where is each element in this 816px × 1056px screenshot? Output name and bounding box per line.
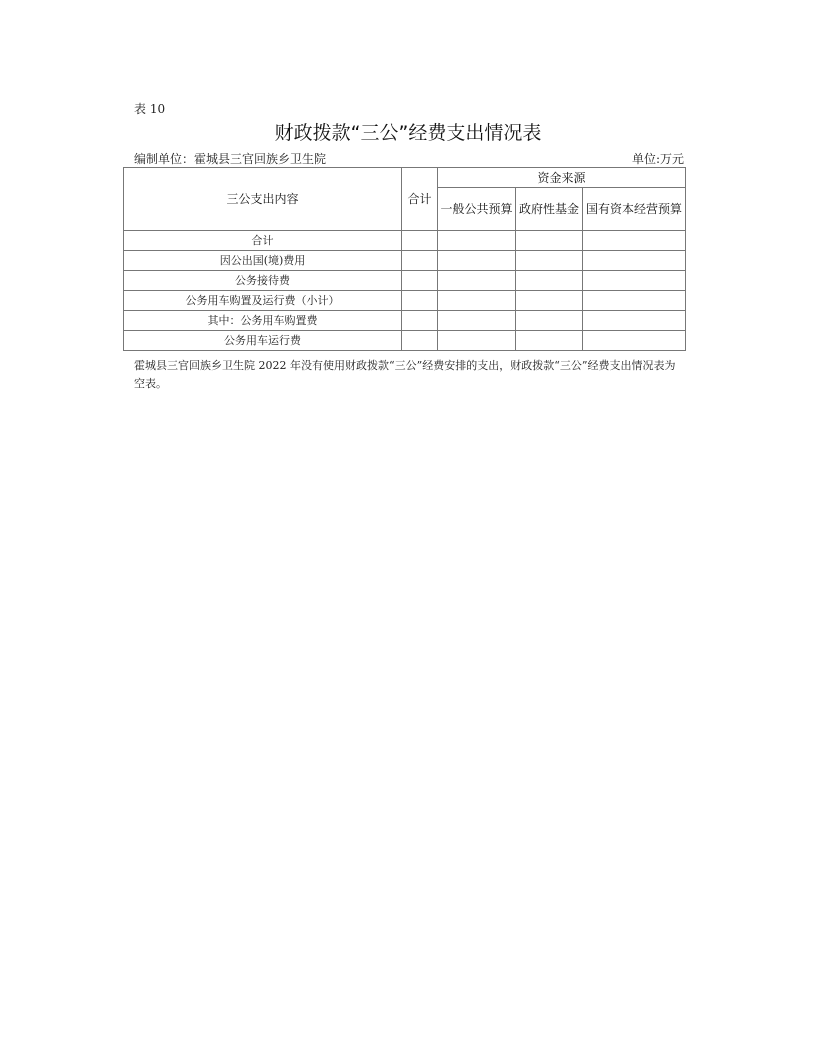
cell-gov-fund: [516, 331, 583, 351]
cell-gov-fund: [516, 271, 583, 291]
table-row: [124, 251, 686, 271]
row-label: 公务用车运行费: [124, 331, 402, 351]
cell-total: [402, 331, 438, 351]
cell-total: [402, 311, 438, 331]
cell-total: [402, 291, 438, 311]
cell-state-capital: [583, 331, 686, 351]
table-row: [124, 231, 686, 251]
table-number: 表 10: [134, 102, 166, 116]
cell-state-capital: [583, 271, 686, 291]
row-label: 其中：公务用车购置费: [124, 311, 402, 331]
table-row: [124, 271, 686, 291]
table-row: [124, 331, 686, 351]
cell-gov-fund: [516, 311, 583, 331]
cell-state-capital: [583, 231, 686, 251]
cell-state-capital: [583, 251, 686, 271]
three-public-expenses-table: [123, 167, 686, 351]
cell-gov-fund: [516, 231, 583, 251]
compiling-unit: 编制单位：霍城县三官回族乡卫生院: [134, 152, 327, 166]
footnote: 霍城县三官回族乡卫生院 2022 年没有使用财政拨款“三公”经费安排的支出，财政拨款“三公”经费支出情况表为空表。: [134, 359, 676, 390]
row-label: 合计: [124, 231, 402, 251]
cell-total: [402, 231, 438, 251]
cell-gov-fund: [516, 291, 583, 311]
cell-total: [402, 251, 438, 271]
header-gov-fund: 政府性基金: [516, 188, 583, 231]
header-fund-source: 资金来源: [438, 168, 686, 188]
header-content: 三公支出内容: [124, 168, 402, 231]
header-general-budget: 一般公共预算: [438, 188, 516, 231]
page-title: 财政拨款“三公”经费支出情况表: [274, 122, 542, 144]
cell-general-budget: [438, 271, 516, 291]
cell-general-budget: [438, 311, 516, 331]
row-label: 因公出国(境)费用: [124, 251, 402, 271]
currency-unit: 单位:万元: [631, 152, 684, 166]
cell-general-budget: [438, 251, 516, 271]
cell-general-budget: [438, 231, 516, 251]
header-total: 合计: [402, 168, 438, 231]
table-row: [124, 291, 686, 311]
row-label: 公务接待费: [124, 271, 402, 291]
row-label: 公务用车购置及运行费（小计）: [124, 291, 402, 311]
cell-state-capital: [583, 311, 686, 331]
cell-general-budget: [438, 331, 516, 351]
cell-total: [402, 271, 438, 291]
table-row: [124, 311, 686, 331]
cell-gov-fund: [516, 251, 583, 271]
header-state-capital: 国有资本经营预算: [583, 188, 686, 231]
cell-general-budget: [438, 291, 516, 311]
cell-state-capital: [583, 291, 686, 311]
